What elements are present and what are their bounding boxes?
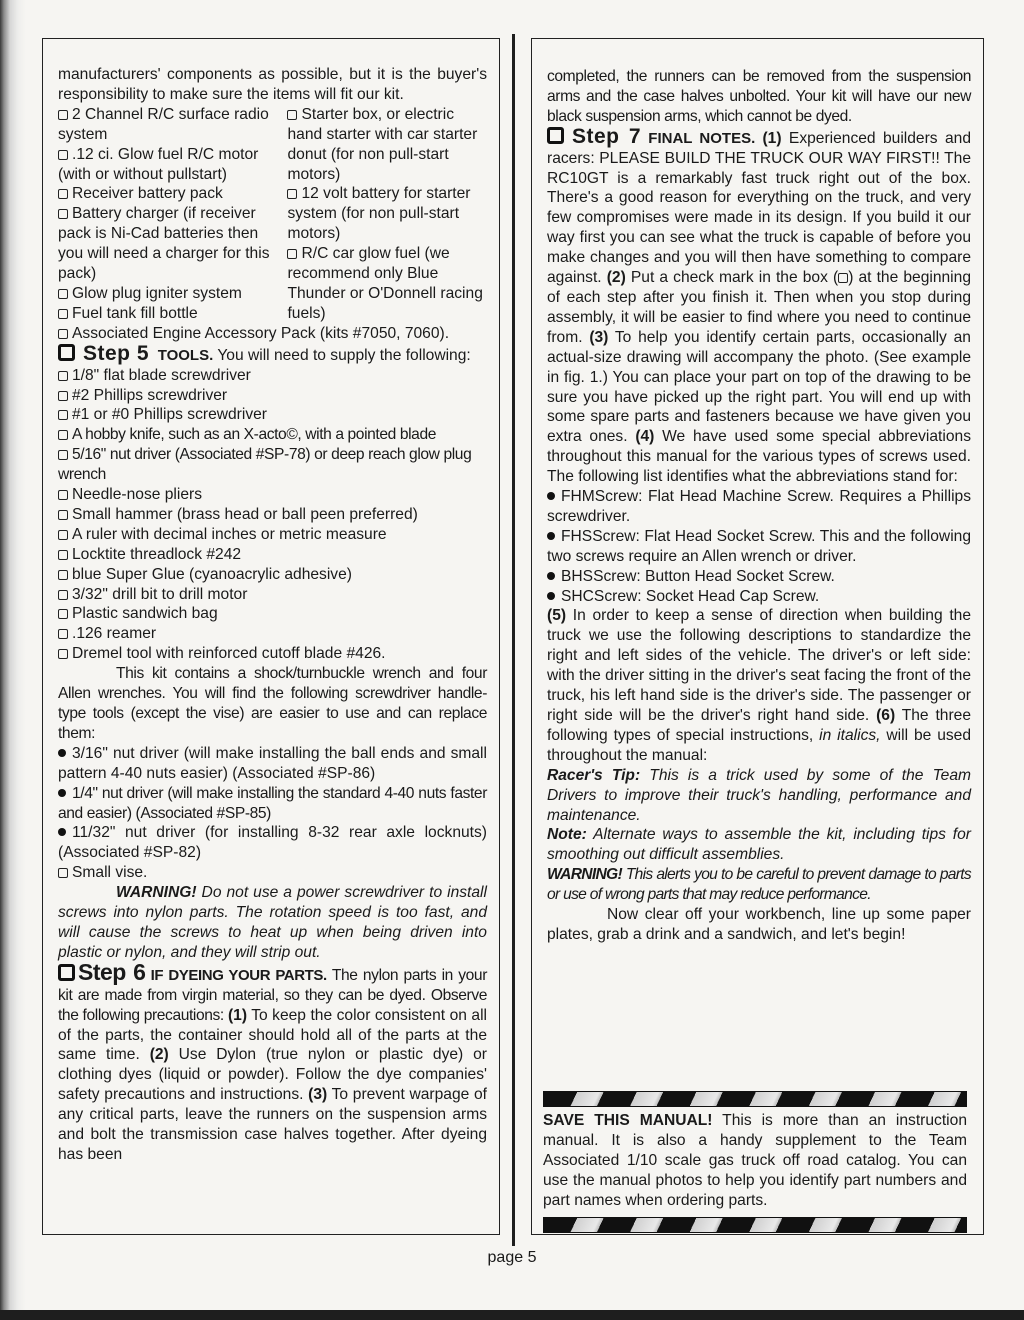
req-item: Battery charger (if receiver pack is Ni-Cad batteries then you will need a charger for this pack) <box>58 205 270 283</box>
bullet-icon <box>58 749 66 757</box>
checkbox-icon <box>58 550 68 560</box>
hazard-stripe-bottom <box>543 1217 967 1233</box>
step5-heading: Step 5 TOOLS. You will need to supply the following: <box>58 344 487 366</box>
tools-list <box>58 366 487 665</box>
tool-item: 3/32" drill bit to drill motor <box>58 585 487 605</box>
checkbox-icon <box>58 430 68 440</box>
kit-paragraph: This kit contains a shock/turnbuckle wrench and four Allen wrenches. You will find the following screwdriver handle-type tools (except the vise) are easier to use and can replace them: <box>58 665 487 742</box>
save-manual-box <box>543 1091 967 1233</box>
tool-item: Dremel tool with reinforced cutoff blade #426. <box>58 644 487 664</box>
step-checkbox-icon <box>58 344 75 361</box>
tool-item: #2 Phillips screwdriver <box>58 386 487 406</box>
checkbox-icon <box>58 609 68 619</box>
abbreviation-list <box>547 487 971 606</box>
checkbox-icon <box>287 110 297 120</box>
req-item: .12 ci. Glow fuel R/C motor (with or without pullstart) <box>58 145 259 183</box>
step-checkbox-icon <box>58 964 75 981</box>
left-column <box>42 38 500 1235</box>
req-item: 2 Channel R/C surface radio system <box>58 105 269 143</box>
req-item: 12 volt battery for starter system (for non pull-start motors) <box>287 185 471 243</box>
abbrev-item: FHMScrew: Flat Head Machine Screw. Requires a Phillips screwdriver. <box>547 488 971 525</box>
tool-item: Small hammer (brass head or ball peen preferred) <box>58 505 487 525</box>
step6-paragraph: Step 6 IF DYEING YOUR PARTS. The nylon parts in your kit are made from virgin material, so they can be dyed. Observe the following precautions: (1) To keep the color consistent on all of the parts, the container should hold all of the parts at the same time. (2) Use Dylon (true nylon or plastic dye) or clothing dyes (liquid or powder). Follow the dye companies' safety precautions and instructions. (3) To prevent warpage of any critical parts, leave the runners on the suspension arms and bolt the transmission case halves together. After dyeing has been <box>58 958 487 1163</box>
abbrev-item: SHCScrew: Socket Head Cap Screw. <box>547 587 971 607</box>
checkbox-icon <box>58 329 68 339</box>
closing-paragraph: Now clear off your workbench, line up some paper plates, grab a drink and a sandwich, and let's begin! <box>547 906 971 943</box>
checkbox-icon <box>58 410 68 420</box>
checkbox-icon <box>58 289 68 299</box>
requirements-list <box>58 105 487 324</box>
checkbox-icon <box>58 530 68 540</box>
req-item: Fuel tank fill bottle <box>58 304 287 324</box>
note: Note: Alternate ways to assemble the kit, including tips for smoothing out difficult assemblies. <box>547 826 971 864</box>
req-item: Receiver battery pack <box>58 184 287 204</box>
continued-paragraph: completed, the runners can be removed from the suspension arms and the case halves unbolted. Your kit will have our new black suspension arms, which cannot be dyed. <box>547 68 971 125</box>
warning-paragraph: WARNING! Do not use a power screwdriver to install screws into nylon parts. The rotation speed is too fast, and will cause the screws to heat up when being driven into plastic or nylon, and they will strip out. <box>58 884 487 961</box>
checkbox-icon <box>838 273 848 283</box>
checkbox-icon <box>58 590 68 600</box>
req-item: Associated Engine Accessory Pack (kits #7050, 7060). <box>58 324 487 344</box>
direction-paragraph: (5) In order to keep a sense of direction when building the truck we use the following descriptions to standardize the right and left sides of the vehicle. The driver's or left side: with the driver sitting in the driver's seat facing the front of the truck, his left hand side is the driver's side. The passenger or right side will be the driver's right hand side. (6) The three following types of special instructions, in italics, will be used throughout the manual: <box>547 607 972 764</box>
checkbox-icon <box>58 309 68 319</box>
tool-item: .126 reamer <box>58 624 487 644</box>
bullet-icon <box>547 592 555 600</box>
checkbox-icon <box>58 570 68 580</box>
tool-item: A hobby knife, such as an X-acto©, with a pointed blade <box>58 425 487 445</box>
right-column <box>531 38 984 1235</box>
checkbox-icon <box>287 249 297 259</box>
hazard-stripe-top <box>543 1091 967 1107</box>
abbrev-item: BHSScrew: Button Head Socket Screw. <box>547 567 971 587</box>
checkbox-icon <box>58 391 68 401</box>
bullet-icon <box>547 492 555 500</box>
bullet-icon <box>58 789 66 797</box>
nut-driver-list <box>58 744 487 863</box>
tool-item: Locktite threadlock #242 <box>58 545 487 565</box>
step-checkbox-icon <box>547 127 564 144</box>
checkbox-icon <box>58 189 68 199</box>
checkbox-icon <box>58 110 68 120</box>
bullet-icon <box>58 828 66 836</box>
req-item: R/C car glow fuel (we recommend only Blue Thunder or O'Donnell racing fuels) <box>287 245 483 322</box>
bullet-icon <box>547 532 555 540</box>
tool-item: blue Super Glue (cyanoacrylic adhesive) <box>58 565 487 585</box>
save-manual-text: SAVE THIS MANUAL! This is more than an instruction manual. It is also a handy supplement to the Team Associated 1/10 scale gas truck off road catalog. You can use the manual photos to help you identify part numbers and part names when ordering parts. <box>543 1112 967 1209</box>
driver-item: 3/16" nut driver (will make installing the ball ends and small pattern 4-40 nuts easier) (Associated #SP-86) <box>58 744 487 782</box>
tool-item: A ruler with decimal inches or metric measure <box>58 525 487 545</box>
intro-paragraph: manufacturers' components as possible, but it is the buyer's responsibility to make sure the items will fit our kit. <box>58 66 487 103</box>
page-number: page 5 <box>487 1249 537 1266</box>
bullet-icon <box>547 572 555 580</box>
tool-item: 5/16" nut driver (Associated #SP-78) or deep reach glow plug wrench <box>58 446 472 484</box>
warning-note: WARNING! This alerts you to be careful to prevent damage to parts or use of wrong parts that may reduce performance. <box>547 866 971 904</box>
checkbox-icon <box>58 150 68 160</box>
req-item: Glow plug igniter system <box>58 284 287 304</box>
tool-item: 1/8" flat blade screwdriver <box>58 366 487 386</box>
checkbox-icon <box>58 209 68 219</box>
step7-paragraph: Step 7 FINAL NOTES. (1) Experienced builders and racers: PLEASE BUILD THE TRUCK OUR WAY FIRST!! The RC10GT is a remarkably fast truck right out of the box. There's a good reason for everything on the truck, and very few compromises were made in its design. If you build it our way first you can see what the truck is capable of before you make changes and you will then have something to compare against. (2) Put a check mark in the box ( ) at the beginning of each step after you finish it. Then when you stop during assembly, it will be easier to find where you need to continue from. (3) To help you identify certain parts, occasionally an actual-size drawing will accompany the photo. (See example in fig. 1.) You can place your part on top of the drawing to be sure you have picked up the right part. You will end up with some spare parts and fasteners because we have given you extra ones. (4) We have used some special abbreviations throughout this manual for the various types of screws used. The following list identifies what the abbreviations stand for: <box>547 124 971 486</box>
book-binding-shadow <box>0 0 26 1320</box>
checkbox-icon <box>58 490 68 500</box>
checkbox-icon <box>58 629 68 639</box>
tool-item: Plastic sandwich bag <box>58 604 487 624</box>
column-divider <box>512 34 515 1246</box>
abbrev-item: FHSScrew: Flat Head Socket Screw. This and the following two screws require an Allen wrench or driver. <box>547 527 971 565</box>
vise-item: Small vise. <box>58 863 487 883</box>
tool-item: #1 or #0 Phillips screwdriver <box>58 405 487 425</box>
checkbox-icon <box>58 510 68 520</box>
driver-item: 1/4" nut driver (will make installing the standard 4-40 nuts faster and easier) (Associated #SP-85) <box>58 784 487 822</box>
req-item: Starter box, or electric hand starter with car starter donut (for non pull-start motors) <box>287 105 478 183</box>
checkbox-icon <box>58 649 68 659</box>
tool-item: Needle-nose pliers <box>58 485 487 505</box>
racers-tip: Racer's Tip: This is a trick used by some of the Team Drivers to improve their truck's handling, performance and maintenance. <box>547 766 971 824</box>
page-bottom-edge <box>0 1310 1024 1320</box>
driver-item: 11/32" nut driver (for installing 8-32 rear axle locknuts) (Associated #SP-82) <box>58 824 487 862</box>
checkbox-icon <box>58 868 68 878</box>
checkbox-icon <box>287 189 297 199</box>
checkbox-icon <box>58 450 68 460</box>
checkbox-icon <box>58 371 68 381</box>
